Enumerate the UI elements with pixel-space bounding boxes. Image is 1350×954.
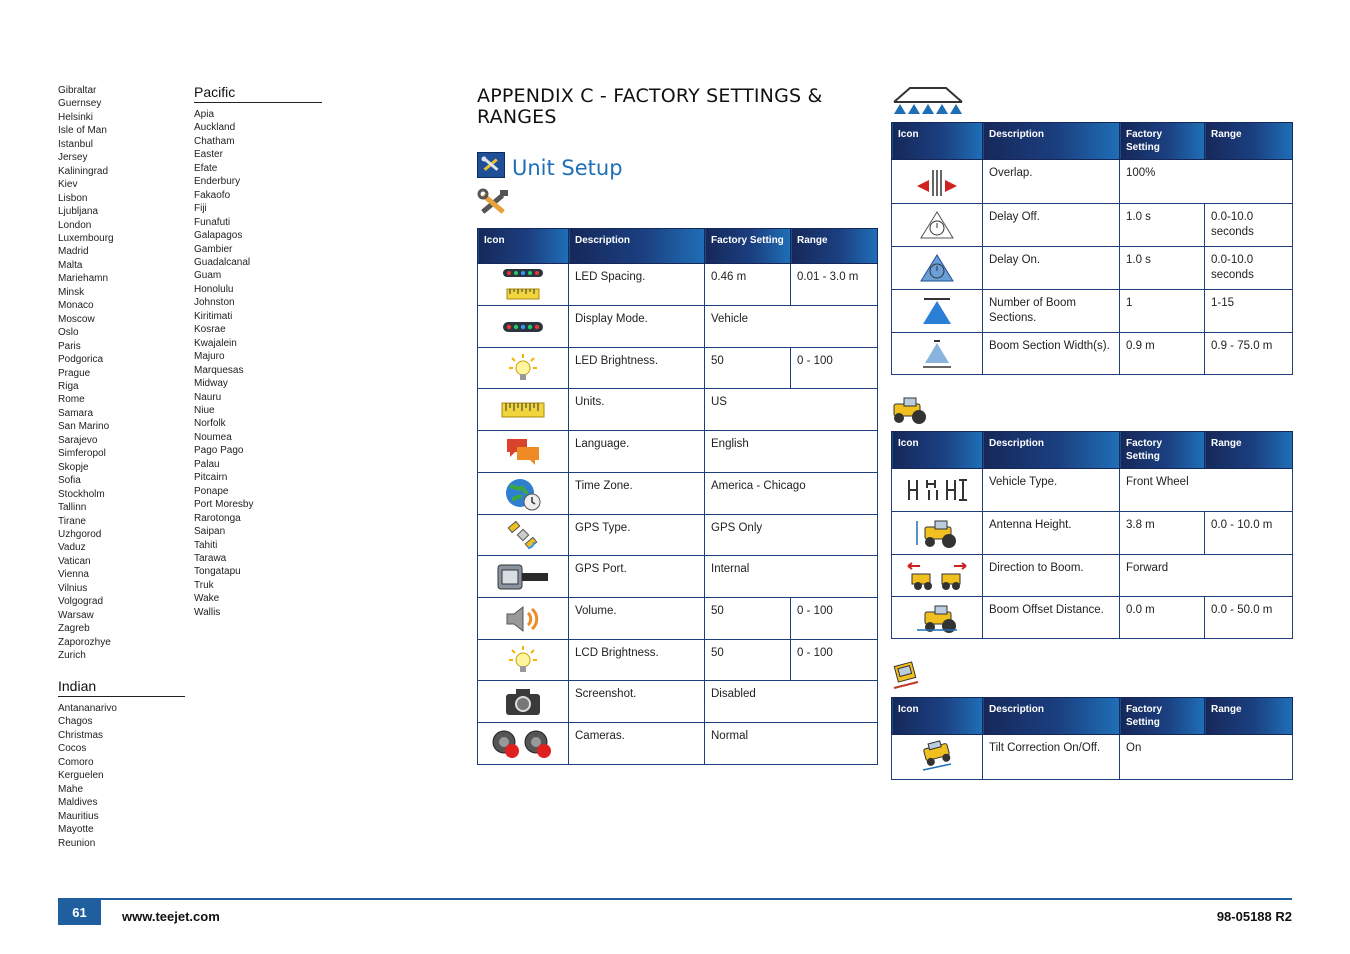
table-row [892,160,1293,204]
boom-table [891,122,1293,375]
col-range: Range [1205,698,1293,735]
factory-setting-value: 0.0 m [1120,597,1205,639]
factory-setting-value: Vehicle [705,306,878,348]
col-icon: Icon [892,698,983,735]
tools-icon [476,188,510,220]
table-row [892,512,1293,555]
table-row [478,348,878,389]
timezone-item: Malta [58,259,83,271]
timezone-item: Oslo [58,327,79,339]
timezone-item: Rome [58,394,85,406]
timezone-item: Ljubljana [58,206,99,218]
timezone-item: Funafuti [194,216,231,228]
timezone-item: San Marino [58,421,110,433]
factory-setting-value: 0.46 m [705,264,791,306]
table-row [478,640,878,681]
factory-setting-value: 1 [1120,290,1205,333]
timezone-item: Antananarivo [58,703,117,714]
range-value: 0 - 100 [791,598,878,640]
timezone-item: Zaporozhye [58,636,111,648]
table-row [892,247,1293,290]
col-description: Description [983,698,1120,735]
table-row [892,597,1293,639]
timezone-item: Helsinki [58,111,94,123]
timezone-item: Reunion [58,837,96,849]
unit-setup-table [477,228,878,765]
col-icon: Icon [478,229,569,264]
factory-setting-value: Internal [705,556,878,598]
timezone-item: Mauritius [58,810,99,822]
range-value: 0 - 100 [791,348,878,389]
timezone-item: Maldives [58,797,98,809]
display-mode-icon [478,306,569,348]
timezone-item: Vienna [58,569,89,581]
setting-description: Number of Boom Sections. [983,290,1120,333]
factory-setting-value: Disabled [705,681,878,723]
table-row [892,290,1293,333]
factory-setting-value: English [705,431,878,473]
setting-description: Screenshot. [569,681,705,723]
range-value: 0.9 - 75.0 m [1205,333,1293,375]
boom-offset-icon [892,597,983,639]
timezone-item: Fiji [194,203,207,215]
factory-setting-value: 100% [1120,160,1293,204]
timezone-item: Guernsey [58,98,102,110]
units-ruler-icon [478,389,569,431]
timezone-item: Zagreb [58,623,90,635]
led-spacing-icon [478,264,569,306]
timezone-item: Apia [194,109,215,120]
screenshot-camera-icon [478,681,569,723]
factory-setting-value: 1.0 s [1120,247,1205,290]
factory-setting-value: 3.8 m [1120,512,1205,555]
boom-sections-icon [892,290,983,333]
timezone-item: Wallis [194,606,221,618]
tilt-correction-icon [892,735,983,780]
setting-description: Vehicle Type. [983,469,1120,512]
volume-speaker-icon [478,598,569,640]
timezone-item: Tallinn [58,502,87,514]
range-value: 0.0 - 10.0 m [1205,512,1293,555]
timezone-item: Marquesas [194,364,244,376]
setting-description: LED Brightness. [569,348,705,389]
unit-setup-table-header [478,229,878,264]
col-description: Description [569,229,705,264]
timezone-item: Enderbury [194,176,241,188]
timezone-item: Mahe [58,783,84,795]
setting-description: GPS Type. [569,515,705,556]
timezone-item: Tirane [58,515,86,527]
setting-description: Volume. [569,598,705,640]
timezone-item: Norfolk [194,418,226,430]
timezone-item: Pago Pago [194,445,244,457]
gps-port-connector-icon [478,556,569,598]
timezone-item: Honolulu [194,283,234,295]
setting-description: Direction to Boom. [983,555,1120,597]
vehicle-icon [890,394,930,426]
timezone-item: Lisbon [58,192,88,204]
direction-to-boom-icon [892,555,983,597]
timezone-item: Niue [194,404,215,416]
timezone-item: Rarotonga [194,512,241,524]
time-zone-globe-icon [478,473,569,515]
timezone-item: Paris [58,340,81,352]
timezone-item: Prague [58,367,91,379]
setting-description: Boom Offset Distance. [983,597,1120,639]
boom-section-width-icon [892,333,983,375]
timezone-item: Vatican [58,555,91,567]
indian-timezone-list [58,702,117,850]
factory-setting-value: 50 [705,640,791,681]
page-number: 61 [58,900,101,925]
timezone-item: Wake [194,593,220,605]
timezone-item: Tongatapu [194,566,241,578]
footer-doc-number: 98-05188 R2 [1216,909,1292,924]
timezone-item: Noumea [194,431,232,443]
timezone-item: Johnston [194,297,235,309]
timezone-item: Efate [194,162,218,174]
setting-description: Tilt Correction On/Off. [983,735,1120,780]
timezone-item: Auckland [194,122,236,134]
delay-on-icon [892,247,983,290]
timezone-item: Ponape [194,485,229,497]
factory-setting-value: GPS Only [705,515,878,556]
col-factory-setting: Factory Setting [1120,698,1205,735]
timezone-item: Moscow [58,313,95,325]
timezone-item: Mayotte [58,824,94,836]
europe-timezone-list [58,84,114,662]
pacific-timezone-list [194,108,253,619]
led-brightness-icon [478,348,569,389]
col-factory-setting: Factory Setting [1120,123,1205,160]
vehicle-type-icon [892,469,983,512]
setting-description: LCD Brightness. [569,640,705,681]
setting-description: GPS Port. [569,556,705,598]
appendix-title: APPENDIX C - FACTORY SETTINGS & RANGES [477,85,823,128]
timezone-item: Nauru [194,391,222,403]
range-value: 1-15 [1205,290,1293,333]
table-row [892,555,1293,597]
table-row [478,598,878,640]
col-icon: Icon [892,123,983,160]
table-row [478,556,878,598]
setting-description: Language. [569,431,705,473]
table-row [478,389,878,431]
table-row [478,723,878,765]
timezone-item: Kosrae [194,324,226,336]
timezone-item: London [58,219,92,231]
timezone-item: Podgorica [58,354,104,366]
timezone-item: Kiev [58,179,78,191]
indian-heading: Indian [58,678,185,697]
timezone-item: Sarajevo [58,434,98,446]
tilt-icon [890,660,922,692]
timezone-item: Isle of Man [58,125,107,137]
tilt-table [891,697,1293,780]
factory-setting-value: America - Chicago [705,473,878,515]
vehicle-table [891,431,1293,639]
range-value: 0.0-10.0 seconds [1205,247,1293,290]
timezone-item: Tarawa [194,552,227,564]
timezone-item: Mariehamn [58,273,109,285]
timezone-item: Truk [194,579,214,591]
range-value: 0.0 - 50.0 m [1205,597,1293,639]
setting-description: Delay Off. [983,204,1120,247]
table-row [892,735,1293,780]
timezone-item: Kiritimati [194,310,233,322]
language-bubbles-icon [478,431,569,473]
timezone-item: Galapagos [194,230,243,242]
timezone-item: Monaco [58,300,94,312]
tilt-table-header [892,698,1293,735]
timezone-item: Minsk [58,286,85,298]
timezone-item: Riga [58,380,79,392]
col-description: Description [983,432,1120,469]
timezone-item: Stockholm [58,488,105,500]
timezone-item: Vilnius [58,582,88,594]
antenna-height-icon [892,512,983,555]
factory-setting-value: 50 [705,348,791,389]
table-row [478,306,878,348]
timezone-item: Midway [194,378,228,390]
factory-setting-value: Forward [1120,555,1293,597]
range-value: 0.01 - 3.0 m [791,264,878,306]
setting-description: Units. [569,389,705,431]
lcd-brightness-icon [478,640,569,681]
timezone-item: Tahiti [194,539,218,551]
timezone-item: Warsaw [58,609,94,621]
setting-description: Time Zone. [569,473,705,515]
timezone-item: Kwajalein [194,337,237,349]
table-row [892,469,1293,512]
timezone-item: Gibraltar [58,85,97,96]
factory-setting-value: 0.9 m [1120,333,1205,375]
timezone-item: Uzhgorod [58,528,102,540]
boom-icon [890,84,966,116]
timezone-item: Majuro [194,351,225,363]
cameras-icon [478,723,569,765]
timezone-item: Chatham [194,135,235,147]
boom-table-header [892,123,1293,160]
timezone-item: Guadalcanal [194,256,251,268]
col-range: Range [791,229,878,264]
timezone-item: Vaduz [58,542,86,554]
timezone-item: Sofia [58,475,81,487]
setting-description: Antenna Height. [983,512,1120,555]
col-description: Description [983,123,1120,160]
setting-description: Boom Section Width(s). [983,333,1120,375]
timezone-item: Cocos [58,743,87,755]
table-row [478,473,878,515]
pacific-heading: Pacific [194,84,322,103]
setting-description: Overlap. [983,160,1120,204]
timezone-item: Jersey [58,152,88,164]
timezone-item: Fakaofo [194,189,231,201]
table-row [478,264,878,306]
setting-description: Delay On. [983,247,1120,290]
factory-setting-value: Normal [705,723,878,765]
timezone-item: Port Moresby [194,499,254,511]
timezone-item: Kerguelen [58,770,104,782]
timezone-item: Kaliningrad [58,165,109,177]
vehicle-table-header [892,432,1293,469]
timezone-item: Madrid [58,246,89,258]
setting-description: LED Spacing. [569,264,705,306]
timezone-item: Comoro [58,756,94,768]
table-row [478,431,878,473]
unit-setup-tools-icon [477,152,505,178]
timezone-item: Chagos [58,716,93,728]
table-row [892,333,1293,375]
delay-off-icon [892,204,983,247]
timezone-item: Pitcairn [194,472,228,484]
col-range: Range [1205,432,1293,469]
range-value: 0 - 100 [791,640,878,681]
gps-satellite-icon [478,515,569,556]
timezone-item: Samara [58,407,94,419]
col-factory-setting: Factory Setting [1120,432,1205,469]
overlap-icon [892,160,983,204]
factory-setting-value: Front Wheel [1120,469,1293,512]
setting-description: Display Mode. [569,306,705,348]
col-icon: Icon [892,432,983,469]
table-row [478,681,878,723]
table-row [892,204,1293,247]
footer-url[interactable]: www.teejet.com [122,909,220,924]
timezone-item: Gambier [194,243,233,255]
timezone-item: Palau [194,458,220,470]
factory-setting-value: US [705,389,878,431]
col-factory-setting: Factory Setting [705,229,791,264]
col-range: Range [1205,123,1293,160]
table-row [478,515,878,556]
factory-setting-value: 1.0 s [1120,204,1205,247]
timezone-item: Istanbul [58,138,94,150]
timezone-item: Simferopol [58,448,106,460]
timezone-item: Saipan [194,526,226,538]
range-value: 0.0-10.0 seconds [1205,204,1293,247]
setting-description: Cameras. [569,723,705,765]
timezone-item: Easter [194,149,223,161]
section-title-unit-setup: Unit Setup [512,156,623,180]
timezone-item: Skopje [58,461,89,473]
timezone-item: Guam [194,270,222,282]
timezone-item: Zurich [58,650,86,662]
footer-rule [58,898,1292,900]
timezone-item: Christmas [58,729,104,741]
timezone-item: Volgograd [58,596,104,608]
timezone-item: Luxembourg [58,232,114,244]
factory-setting-value: 50 [705,598,791,640]
factory-setting-value: On [1120,735,1293,780]
